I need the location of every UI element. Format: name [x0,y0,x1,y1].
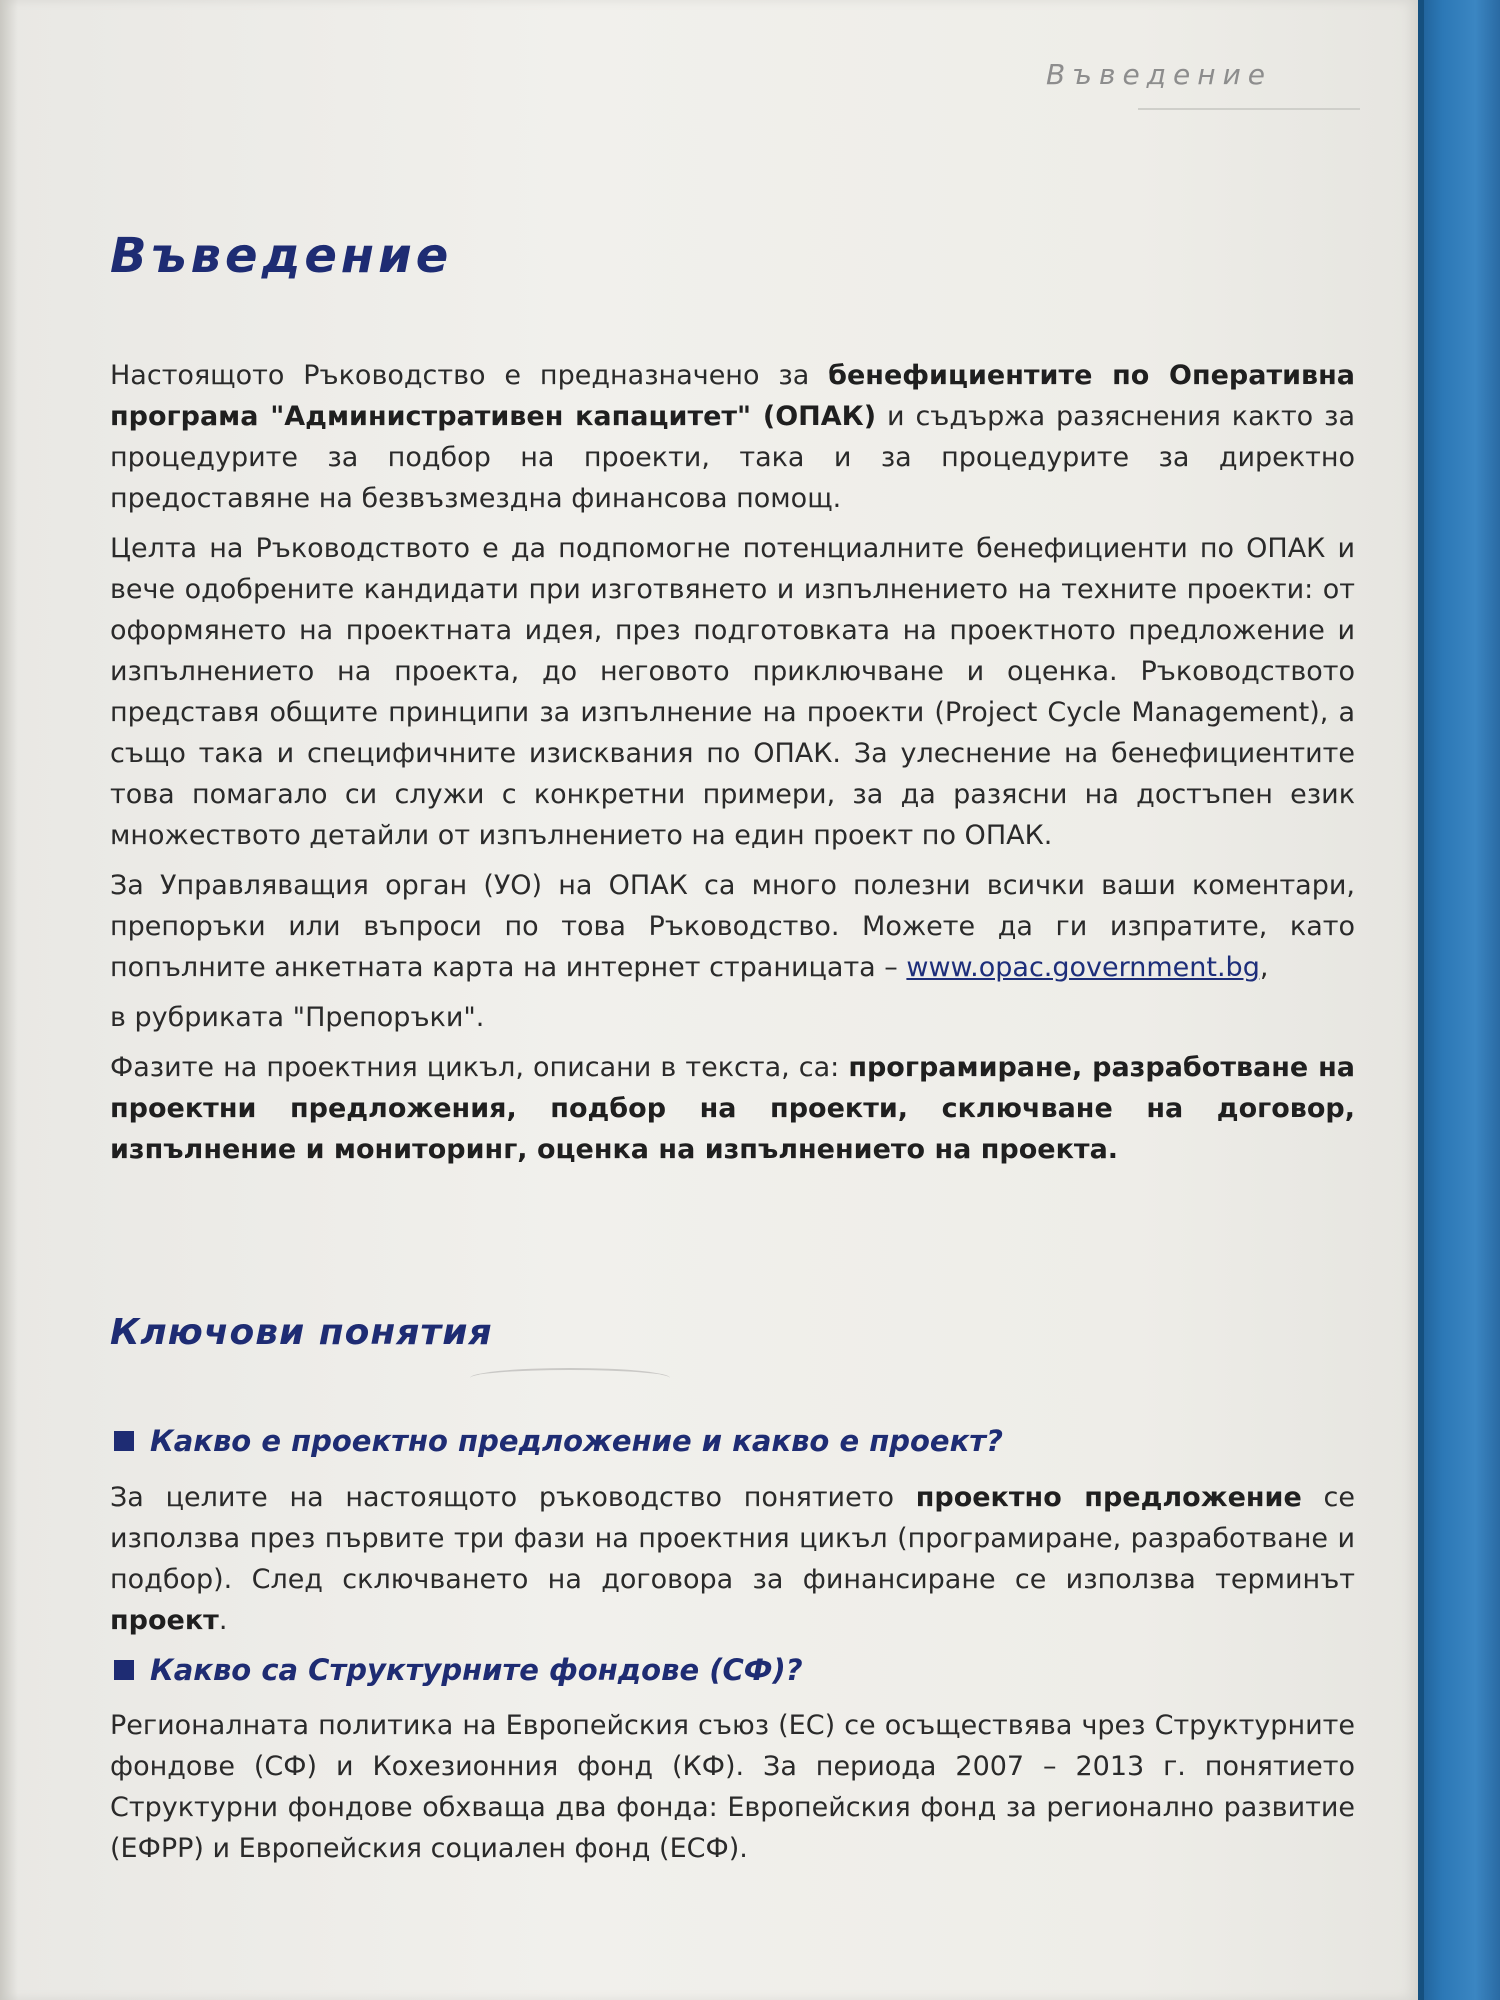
question-1-paragraph [110,1477,1355,1641]
question-1-answer [110,1477,1355,1650]
question-2-heading [114,1653,803,1687]
intro-p1-text-a: Настоящото Ръководство е предназначено за [110,360,829,391]
question-2-answer [110,1705,1355,1878]
intro-section [110,355,1355,1179]
intro-p3-text-a: За Управляващия орган (УО) на ОПАК са много полезни всички ваши коментари, препоръки или въпроси по това Ръководство. Можете да ги изпратите, като попълните анкетната карта на интернет страницата – [110,870,1355,983]
running-head-rule [1138,108,1360,110]
q1-text-b: се използва през първите три фази на проектния цикъл (програмиране, разработване и подбор). След сключването на договора за финансиране се използва терминът [110,1482,1355,1595]
question-1-heading [114,1424,1003,1458]
square-bullet-icon [114,1660,134,1680]
intro-p1-text-b: и съдържа разяснения както за процедурите за подбор на проекти, така и за процедурите за директно предоставяне на безвъзмездна финансова помощ. [110,401,1356,514]
intro-paragraph-3 [110,865,1355,988]
question-2-title: Какво са Структурните фондове (СФ)? [150,1653,803,1687]
page-title: Въведение [110,228,453,284]
intro-p1-bold: бенефициентите по Оперативна програма "Административен капацитет" (ОПАК) [110,360,1355,432]
q1-text-a: За целите на настоящото ръководство понятието [110,1482,916,1513]
blue-page-edge [1418,0,1500,2000]
q1-bold-term-1: проектно предложение [915,1482,1302,1513]
intro-p5-text-a: Фазите на проектния цикъл, описани в текста, са: [110,1052,849,1083]
spine-shadow [0,0,18,2000]
intro-paragraph-5 [110,1047,1355,1170]
intro-p3-text-b: , [1259,952,1269,983]
q1-text-c: . [218,1605,228,1636]
question-1-title: Какво е проектно предложение и какво е проект? [150,1424,1003,1458]
pencil-mark [470,1368,670,1388]
q1-bold-term-2: проект [110,1605,219,1636]
key-concepts-title: Ключови понятия [110,1312,493,1353]
square-bullet-icon [114,1431,134,1451]
intro-paragraph-2: Целта на Ръководството е да подпомогне потенциалните бенефициенти по ОПАК и вече одобрените кандидати при изготвянето и изпълнението на техните проекти: от оформянето на проектната идея, през подготовката на проектното предложение и изпълнението на проекта, до неговото приключване и оценка. Ръководството представя общите принципи за изпълнение на проекти (Project Cycle Management), а също така и специфичните изисквания по ОПАК. За улеснение на бенефициентите това помагало си служи с конкретни примери, за да разясни на достъпен език множеството детайли от изпълнението на един проект по ОПАК. [110,533,1355,851]
blue-edge-line [1418,0,1424,2000]
intro-paragraph-4: в рубриката "Препоръки". [110,1002,485,1033]
question-2-paragraph: Регионалната политика на Европейския съюз (ЕС) се осъществява чрез Структурните фондове (СФ) и Кохезионния фонд (КФ). За периода 2007 – 2013 г. понятието Структурни фондове обхваща два фонда: Европейския фонд за регионално развитие (ЕФРР) и Европейския социален фонд (ЕСФ). [110,1710,1355,1864]
running-head: Въведение [1045,58,1272,91]
intro-p5-bold: програмиране, разработване на проектни предложения, подбор на проекти, сключване на договор, изпълнение и мониторинг, оценка на изпълнението на проекта. [110,1052,1355,1165]
intro-paragraph-1 [110,355,1355,519]
opac-website-link[interactable]: www.opac.government.bg [906,952,1260,983]
